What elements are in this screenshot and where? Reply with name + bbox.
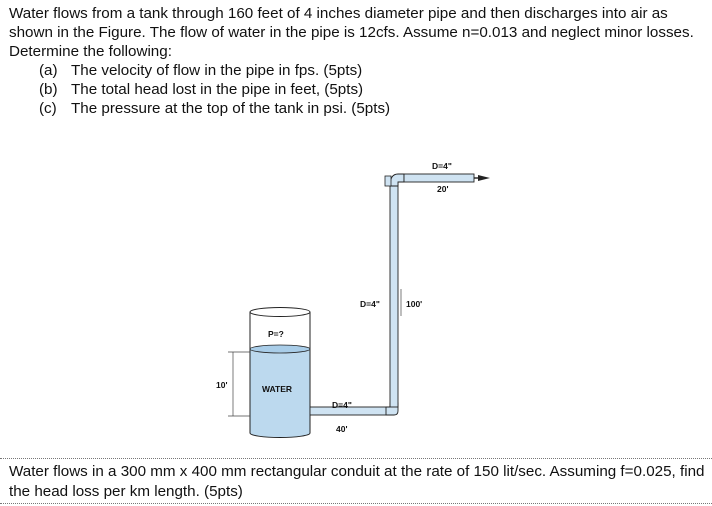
water-label: WATER <box>262 384 293 394</box>
divider-bottom <box>0 503 712 504</box>
water-depth-label: 10' <box>216 380 228 390</box>
top-pipe <box>404 174 474 182</box>
water-surface <box>250 345 310 353</box>
part-label: (a) <box>39 62 58 79</box>
part-label: (b) <box>39 81 58 98</box>
outlet-arrow-icon <box>478 175 490 181</box>
divider-top <box>0 458 712 459</box>
top-elbow <box>390 174 404 186</box>
bottom-pipe-length: 40' <box>336 424 348 434</box>
vertical-pipe-diameter: D=4" <box>360 299 380 309</box>
part-text: The pressure at the top of the tank in psi. (5pts) <box>71 100 391 117</box>
top-pipe-length: 20' <box>437 184 449 194</box>
vertical-pipe-length: 100' <box>406 299 423 309</box>
tank <box>250 308 310 438</box>
part-label: (c) <box>39 100 57 117</box>
problem-1-statement: Water flows from a tank through 160 feet of 4 inches diameter pipe and then discharges into air as shown in the Figure. The flow of water in the pipe is 12cfs. Assume n=0.013 and neglect minor losses. Determine the following: <box>9 5 694 60</box>
vertical-pipe <box>390 182 398 407</box>
tank-top <box>250 308 310 317</box>
problem-2-statement: Water flows in a 300 mm x 400 mm rectangular conduit at the rate of 150 lit/sec. Assuming f=0.025, find the head loss per km length. (5pts) <box>9 463 705 500</box>
depth-dimension <box>228 352 250 416</box>
top-pipe-diameter: D=4" <box>432 161 452 171</box>
tank-pressure-label: P=? <box>268 329 284 339</box>
problem-2 <box>9 462 705 502</box>
bottom-pipe-diameter: D=4" <box>332 400 352 410</box>
part-text: The total head lost in the pipe in feet, (5pts) <box>71 81 364 98</box>
part-text: The velocity of flow in the pipe in fps. (5pts) <box>71 62 363 79</box>
tank-bottom <box>250 433 310 438</box>
top-flange <box>385 176 391 186</box>
